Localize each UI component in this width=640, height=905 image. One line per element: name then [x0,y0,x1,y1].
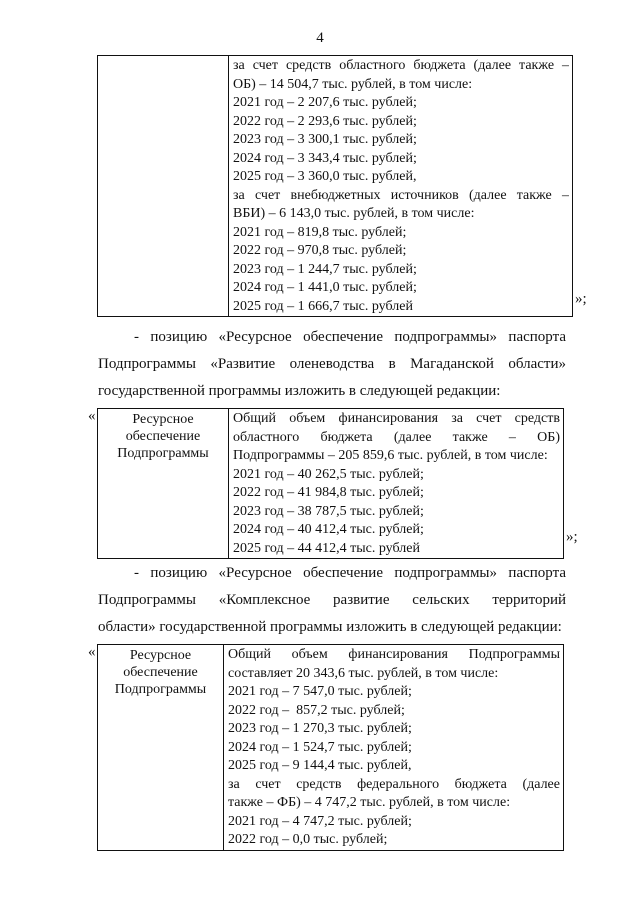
table1-close-quote: »; [575,291,587,307]
resource-table-continuation [97,55,573,317]
table2-line: 2023 год – 38 787,5 тыс. рублей; [233,503,424,519]
table1-line: 2025 год – 3 360,0 тыс. рублей, [233,169,417,184]
paragraph-line: области» государственной программы изложить в следующей редакции: [98,619,562,635]
table2-left-line: Подпрограммы [117,446,209,461]
table1-line: 2021 год – 2 207,6 тыс. рублей; [233,95,417,110]
table2-close-quote: »; [566,529,578,545]
table3-right-cell [224,645,564,851]
table1-line: за счет внебюджетных источников (далее также – [233,187,569,203]
table2-line: 2024 год – 40 412,4 тыс. рублей; [233,522,424,537]
table3-line: Общий объем финансирования Подпрограммы [228,647,560,662]
table3-line: 2023 год – 1 270,3 тыс. рублей; [228,721,412,736]
table3-left-line: обеспечение [123,665,198,680]
table1-line: 2022 год – 970,8 тыс. рублей; [233,243,407,258]
paragraph-line: Подпрограммы «Комплексное развитие сельских территорий [98,592,566,608]
table3-line: 2021 год – 4 747,2 тыс. рублей; [228,813,412,829]
table2-open-quote: « [88,408,96,424]
table2-line: Общий объем финансирования за счет средств [233,411,560,426]
table2-left-line: Ресурсное [132,412,194,427]
table1-line: 2021 год – 819,8 тыс. рублей; [233,224,407,240]
table3-line: 2021 год – 7 547,0 тыс. рублей; [228,684,412,699]
table3-line: 2022 год – 0,0 тыс. рублей; [228,832,388,847]
table1-line: 2024 год – 1 441,0 тыс. рублей; [233,280,417,295]
table1-line: 2025 год – 1 666,7 тыс. рублей [233,298,413,314]
table2-line: 2022 год – 41 984,8 тыс. рублей; [233,485,424,500]
page-number: 4 [316,30,324,46]
paragraph-line: государственной программы изложить в следующей редакции: [98,383,501,399]
table2-line: 2021 год – 40 262,5 тыс. рублей; [233,466,424,482]
table2-left-cell [98,409,229,559]
table1-line: 2024 год – 3 343,4 тыс. рублей; [233,150,417,166]
table1-line: 2023 год – 1 244,7 тыс. рублей; [233,261,417,277]
paragraph-reindeer-herding [98,324,566,405]
table3-left-line: Подпрограммы [114,682,207,697]
table1-line: ВБИ) – 6 143,0 тыс. рублей, в том числе: [233,206,475,221]
paragraph-line: - позицию «Ресурсное обеспечение подпрограммы» паспорта [134,329,566,345]
table2-right-cell [229,409,564,559]
table3-line: 2022 год – 857,2 тыс. рублей; [228,702,405,718]
table1-right-cell [229,56,573,317]
table3-line: составляет 20 343,6 тыс. рублей, в том числе: [228,665,499,681]
table1-left-cell [98,56,229,317]
table3-left-line: Ресурсное [129,648,192,663]
table3-line: 2025 год – 9 144,4 тыс. рублей, [228,758,412,773]
table3-open-quote: « [88,644,96,660]
table3-line: за счет средств федерального бюджета (далее [228,776,560,792]
table3-line: 2024 год – 1 524,7 тыс. рублей; [228,739,412,755]
table2-line: областного бюджета (далее также – ОБ) [233,429,560,445]
paragraph-line: Подпрограммы «Развитие оленеводства в Магаданской области» [98,356,566,372]
table1-line: 2023 год – 3 300,1 тыс. рублей; [233,132,417,147]
resource-table-rural [97,644,564,851]
table3-line: также – ФБ) – 4 747,2 тыс. рублей, в том числе: [228,795,511,810]
paragraph-line: - позицию «Ресурсное обеспечение подпрограммы» паспорта [134,565,566,581]
table1-line: ОБ) – 14 504,7 тыс. рублей, в том числе: [233,76,473,92]
resource-table-reindeer [97,408,564,559]
table1-line: за счет средств областного бюджета (далее также – [233,58,569,73]
paragraph-rural-development [98,560,566,641]
table2-left-line: обеспечение [125,429,201,444]
table1-line: 2022 год – 2 293,6 тыс. рублей; [233,113,417,129]
table2-line: 2025 год – 44 412,4 тыс. рублей [233,540,420,556]
table2-line: Подпрограммы – 205 859,6 тыс. рублей, в том числе: [233,448,548,463]
table3-left-cell [98,645,224,851]
